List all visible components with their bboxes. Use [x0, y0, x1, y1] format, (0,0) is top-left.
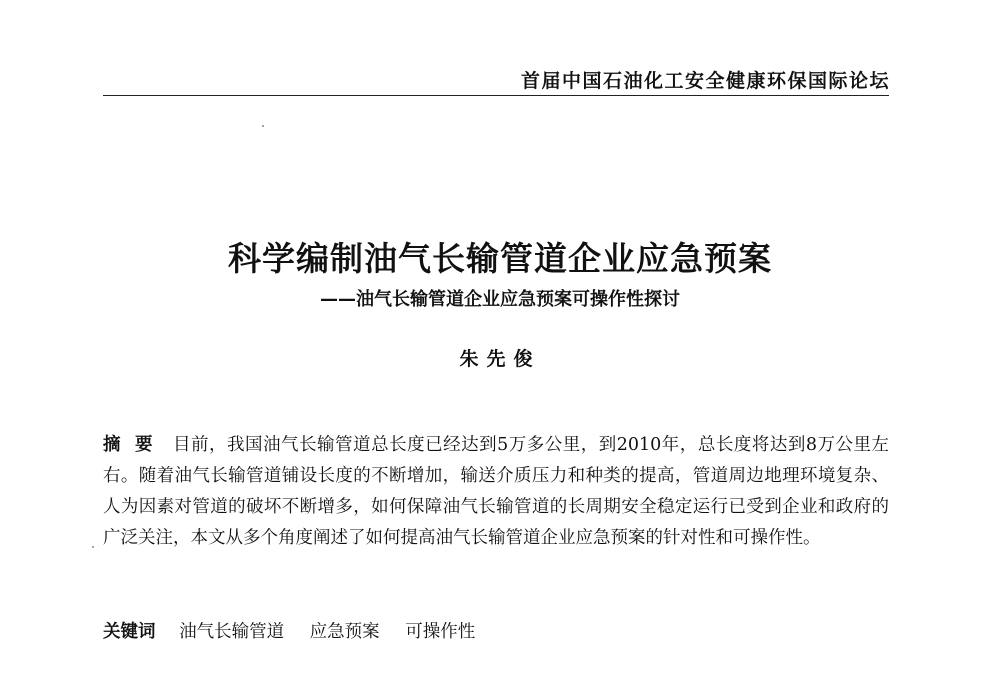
header-divider [103, 95, 889, 96]
keyword-item: 可操作性 [405, 622, 476, 642]
scan-speck [262, 125, 264, 127]
keywords-section [103, 618, 889, 646]
keyword-item: 应急预案 [309, 622, 380, 642]
keywords-label: 关键词 [103, 622, 156, 642]
abstract-text: 目前，我国油气长输管道总长度已经达到5万多公里，到2010年，总长度将达到8万公里左右。随着油气长输管道铺设长度的不断增加，输送介质压力和种类的提高，管道周边地理环境复杂、人为因素对管道的破坏不断增多，如何保障油气长输管道的长周期安全稳定运行已受到企业和政府的广泛关注，本文从多个角度阐述了如何提高油气长输管道企业应急预案的针对性和可操作性。 [103, 435, 889, 548]
author-name: 朱先俊 [459, 348, 541, 370]
forum-title: 首届中国石油化工安全健康环保国际论坛 [520, 70, 890, 92]
keyword-item: 油气长输管道 [179, 622, 285, 642]
paper-subtitle: ——油气长输管道企业应急预案可操作性探讨 [320, 289, 680, 310]
paper-title: 科学编制油气长输管道企业应急预案 [228, 239, 772, 278]
scan-speck [92, 546, 94, 548]
abstract-label: 摘要 [103, 435, 168, 455]
abstract-section [103, 430, 889, 554]
